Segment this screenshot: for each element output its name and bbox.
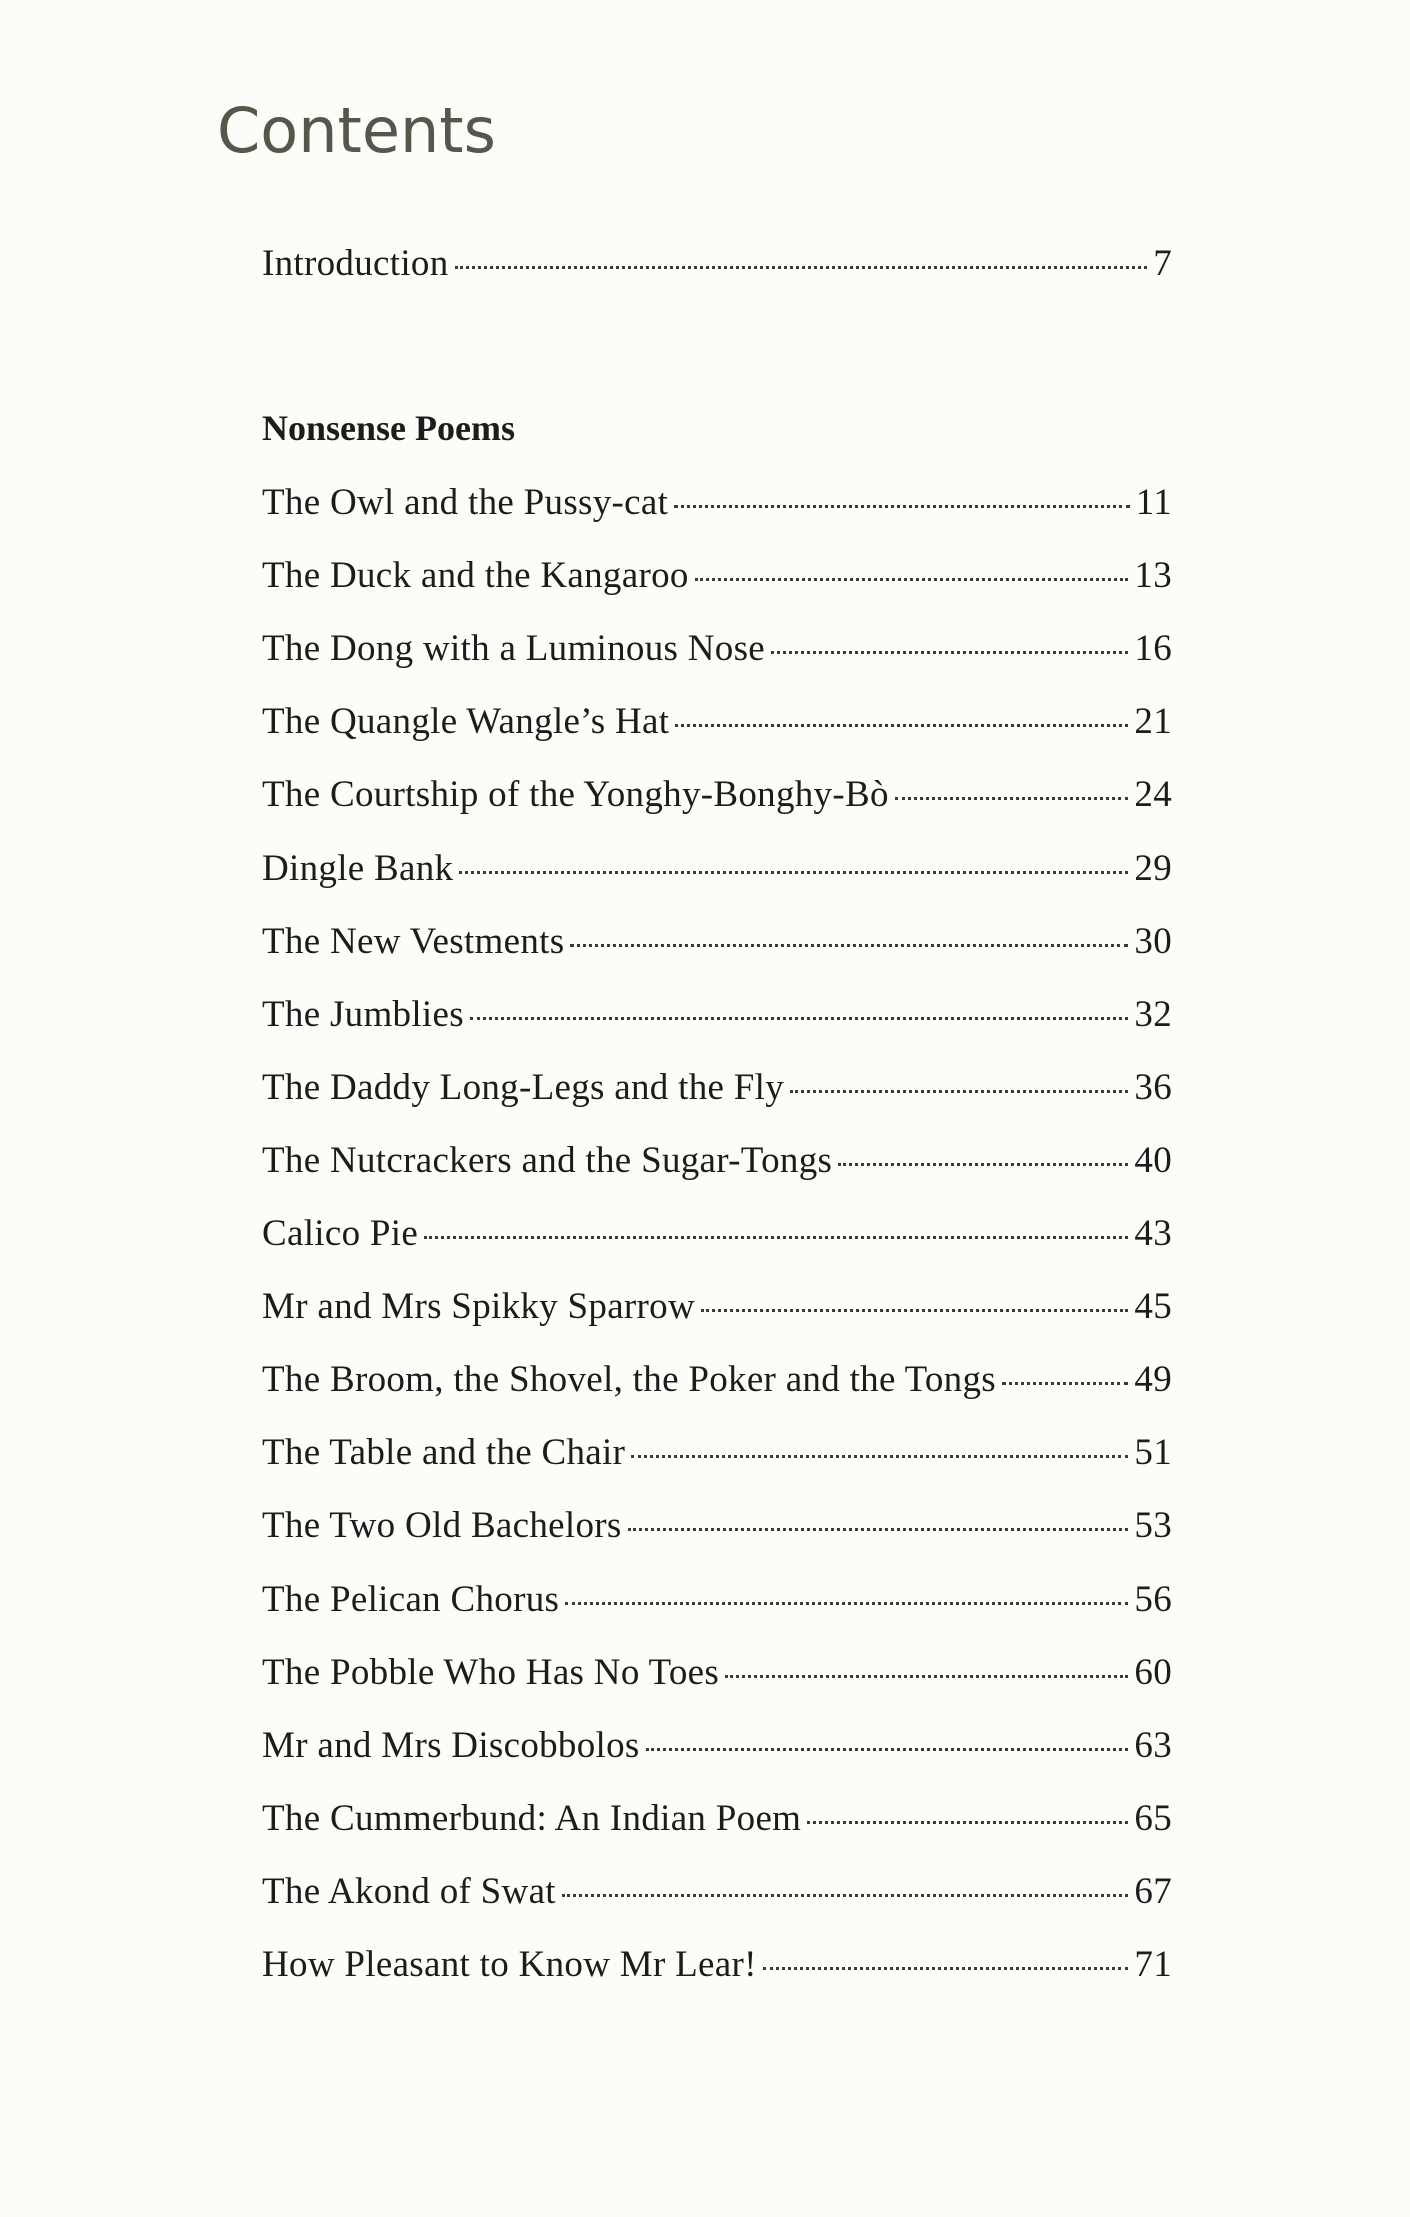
dot-leader bbox=[763, 1967, 1129, 1970]
toc-entry[interactable] bbox=[262, 1212, 1172, 1256]
entry-title: The Owl and the Pussy-cat bbox=[262, 482, 669, 523]
dot-leader bbox=[695, 578, 1129, 581]
page-number: 32 bbox=[1134, 993, 1172, 1035]
entry-title: The Dong with a Luminous Nose bbox=[262, 628, 765, 670]
page-number: 24 bbox=[1134, 774, 1172, 816]
entry-title: The Pelican Chorus bbox=[262, 1578, 560, 1620]
entry-title: Dingle Bank bbox=[262, 847, 454, 889]
dot-leader bbox=[807, 1821, 1128, 1824]
page-number: 21 bbox=[1134, 701, 1172, 743]
section-heading: Nonsense Poems bbox=[262, 408, 515, 448]
page-number: 11 bbox=[1135, 482, 1172, 523]
toc-entry[interactable] bbox=[262, 1797, 1172, 1841]
entry-title: Mr and Mrs Discobbolos bbox=[262, 1724, 640, 1766]
toc-entry[interactable] bbox=[262, 1431, 1172, 1475]
page-number: 29 bbox=[1134, 847, 1172, 889]
page-number: 40 bbox=[1134, 1139, 1172, 1181]
page-number: 30 bbox=[1134, 920, 1172, 962]
page-number: 45 bbox=[1134, 1286, 1172, 1328]
entry-title: The Pobble Who Has No Toes bbox=[262, 1651, 720, 1693]
toc-entry[interactable] bbox=[262, 1870, 1172, 1914]
toc-entry[interactable] bbox=[262, 627, 1172, 671]
entry-title: The Cummerbund: An Indian Poem bbox=[262, 1797, 802, 1839]
toc-entry-introduction[interactable] bbox=[262, 242, 1172, 286]
toc-entry[interactable] bbox=[262, 1066, 1172, 1110]
entry-title: The Broom, the Shovel, the Poker and the Tongs bbox=[262, 1359, 996, 1401]
page-number: 56 bbox=[1134, 1578, 1172, 1620]
page-number: 65 bbox=[1134, 1797, 1172, 1839]
dot-leader bbox=[838, 1163, 1128, 1166]
entry-title: The Akond of Swat bbox=[262, 1870, 556, 1912]
page-number: 51 bbox=[1134, 1432, 1172, 1474]
toc-entry[interactable] bbox=[262, 1578, 1172, 1622]
dot-leader bbox=[646, 1748, 1129, 1751]
dot-leader bbox=[1002, 1382, 1128, 1385]
toc-entry[interactable] bbox=[262, 1943, 1172, 1987]
toc-entry[interactable] bbox=[262, 1139, 1172, 1183]
entry-title: The New Vestments bbox=[262, 920, 565, 962]
dot-leader bbox=[562, 1894, 1129, 1897]
toc-entry[interactable] bbox=[262, 1724, 1172, 1768]
toc-entry[interactable] bbox=[262, 554, 1172, 598]
page-number: 60 bbox=[1134, 1651, 1172, 1693]
toc-entry[interactable] bbox=[262, 1285, 1172, 1329]
entry-title: The Two Old Bachelors bbox=[262, 1505, 622, 1547]
dot-leader bbox=[570, 944, 1128, 947]
dot-leader bbox=[631, 1455, 1128, 1458]
entry-title: The Courtship of the Yonghy-Bonghy-Bò bbox=[262, 774, 889, 816]
page-number: 13 bbox=[1134, 555, 1172, 597]
entry-title: Introduction bbox=[262, 243, 449, 284]
entry-title: The Quangle Wangle’s Hat bbox=[262, 701, 670, 743]
page-number: 53 bbox=[1134, 1505, 1172, 1547]
dot-leader bbox=[725, 1675, 1128, 1678]
page-title: Contents bbox=[217, 94, 496, 167]
toc-entry[interactable] bbox=[262, 1358, 1172, 1402]
entry-title: Calico Pie bbox=[262, 1213, 419, 1254]
dot-leader bbox=[628, 1528, 1129, 1531]
toc-entry[interactable] bbox=[262, 773, 1172, 817]
page-number: 67 bbox=[1134, 1870, 1172, 1912]
dot-leader bbox=[424, 1236, 1128, 1239]
dot-leader bbox=[790, 1090, 1128, 1093]
dot-leader bbox=[895, 797, 1129, 800]
page-number: 16 bbox=[1134, 628, 1172, 670]
entry-title: The Nutcrackers and the Sugar-Tongs bbox=[262, 1139, 833, 1181]
dot-leader bbox=[459, 871, 1128, 874]
dot-leader bbox=[674, 505, 1130, 508]
toc-entry[interactable] bbox=[262, 1651, 1172, 1695]
page-number: 36 bbox=[1134, 1066, 1172, 1108]
dot-leader bbox=[470, 1017, 1128, 1020]
dot-leader bbox=[701, 1309, 1128, 1312]
entry-title: How Pleasant to Know Mr Lear! bbox=[262, 1944, 757, 1985]
page-number: 43 bbox=[1134, 1213, 1172, 1254]
entry-title: The Daddy Long-Legs and the Fly bbox=[262, 1066, 785, 1108]
entry-title: The Table and the Chair bbox=[262, 1432, 626, 1474]
dot-leader bbox=[455, 266, 1148, 269]
page-number: 7 bbox=[1153, 243, 1172, 284]
entry-title: The Jumblies bbox=[262, 993, 464, 1035]
toc-entry[interactable] bbox=[262, 847, 1172, 891]
toc-entry[interactable] bbox=[262, 1504, 1172, 1548]
page-number: 71 bbox=[1134, 1944, 1172, 1985]
toc-entry[interactable] bbox=[262, 481, 1172, 525]
page-number: 49 bbox=[1134, 1359, 1172, 1401]
entry-title: The Duck and the Kangaroo bbox=[262, 555, 689, 597]
toc-entry[interactable] bbox=[262, 700, 1172, 744]
dot-leader bbox=[771, 651, 1128, 654]
entry-title: Mr and Mrs Spikky Sparrow bbox=[262, 1286, 695, 1328]
toc-entry[interactable] bbox=[262, 993, 1172, 1037]
page-number: 63 bbox=[1134, 1724, 1172, 1766]
dot-leader bbox=[565, 1602, 1128, 1605]
dot-leader bbox=[675, 724, 1128, 727]
toc-entry[interactable] bbox=[262, 920, 1172, 964]
